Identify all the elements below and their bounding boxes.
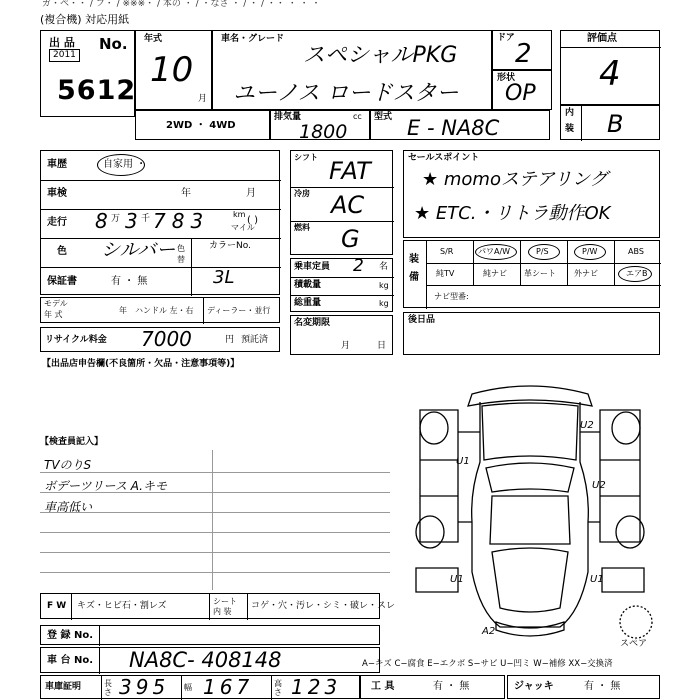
fw-label: F W [47,601,67,611]
cert-width-label: 幅 [184,683,192,692]
registration-row [40,625,380,645]
lot-number: 5612 [57,75,137,106]
cert-label: 車庫証明 [45,682,82,692]
model-type-value: E - NA8C [407,116,500,140]
tools-box [360,675,505,699]
recycle-row [40,327,280,352]
recycle-value: 7000 [141,327,192,351]
model-year-box [135,30,212,110]
cert-row [40,675,360,699]
model-year-value: 10 [150,50,194,90]
color-value: シルバー [101,239,176,261]
inspector-lines [40,450,390,590]
displacement-value: 1800 [299,121,348,143]
jack-box [507,675,660,699]
equip-abs: ABS [628,247,644,256]
mark-4: U1 [450,574,464,585]
car-name-value: ユーノス ロードスター [233,81,459,106]
sales-point-1: ★ momoステアリング [422,169,608,190]
equip-tv: 純TV [436,269,455,278]
left-front-wheel [420,412,448,444]
shape-value: OP [505,81,536,106]
model-row-label1: モデル [44,299,68,308]
fw-text: キズ・ヒビ石・割レズ [77,601,167,611]
chassis-row [40,647,380,673]
chassis-value: NA8C- 408148 [129,648,282,672]
rating-label: 評価点 [587,33,617,44]
door-label: ドア [497,33,515,43]
equip-ps-circle [528,244,560,260]
fuel-value: G [341,225,360,253]
fw-text-2: コゲ・穴・汚レ・シミ・破レ・スレ [251,601,396,611]
sales-point-2: ★ ETC.・リトラ動作OK [414,203,611,224]
spare-label: スペア [620,639,648,649]
recycle-unit: 円 [225,335,235,345]
inspection-label: 車検 [47,188,67,199]
rear-items-box [403,312,660,355]
equip-navi-model: ナビ型番: [434,292,469,301]
cert-length: 395 [119,675,170,699]
info-block [40,150,280,295]
car-name-label: 車名・グレード [221,34,285,44]
equipment-label-bottom: 備 [409,272,419,283]
warranty-options: 有 ・ 無 [111,276,148,287]
equip-ps: P/S [536,247,549,256]
equip-ext-navi: 外ナビ [574,269,598,278]
equip-aw: パワA/W [478,247,511,256]
car-grade: スペシャルPKG [303,43,458,68]
equip-airbag: エアB [626,269,648,278]
history-circle [97,154,145,176]
hood-shape [482,403,578,460]
lot-box [40,30,135,117]
chassis-label: 車 台 No. [47,655,94,666]
equip-sr: S/R [440,247,454,256]
displacement-box [270,110,370,143]
rating-value: 4 [599,54,621,94]
inspection-year: 年 [181,188,191,199]
model-row [40,297,280,323]
warranty-label: 保証書 [47,276,77,287]
door-box [492,30,552,70]
damage-legend: A−キズ C−腐食 E−エクボ S−サビ U−凹ミ W−補修 XX−交換済 [362,659,613,669]
drive-label: 2WD ・ 4WD [166,120,236,131]
right-side-shape [600,410,640,542]
mileage-label: 走行 [47,217,67,228]
inspector-line-1: TVのりS [44,458,92,472]
drive-box [135,110,270,140]
model-type-label: 型式 [374,112,393,122]
door-value: 2 [515,39,532,69]
load-unit: kg [379,281,389,290]
car-name-box [212,30,492,110]
cert-height: 123 [291,675,342,699]
mark-6: A2 [482,626,496,637]
color-no-value: 3L [213,267,235,288]
interior-box [560,105,660,140]
shift-value: FAT [329,157,371,185]
name-change-month: 月 [341,341,351,351]
body-outline-shape [472,402,589,627]
inspector-line-2: ボデーツリース A.キモ [44,479,167,493]
trunk-shape [492,548,568,612]
sales-points-label: セールスポイント [408,153,480,163]
model-year-label: 年式 [144,34,163,44]
name-change-label: 名変期限 [294,318,331,328]
mileage-km: km [233,210,246,219]
top-note-2: (複合機) 対応用紙 [40,13,130,26]
jack-label: ジャッキ [514,681,554,692]
inspector-line-3: 車高低い [44,500,93,514]
fw-row [40,593,396,619]
model-row-label2: 年 式 [44,310,63,319]
equip-pw: P/W [582,247,598,256]
rear-bumper-shape [496,622,564,636]
windshield-shape [486,463,574,492]
mileage-sen: 3 [125,209,138,233]
displacement-unit: cc [353,112,362,121]
ac-label: 冷房 [294,189,310,198]
ac-value: AC [331,191,365,219]
exhibit-label: 出 品 [49,36,75,49]
handle-options: ハンドル 左・右 [135,306,194,315]
history-options: 自家用 ・ [103,159,147,170]
rating-box [560,30,660,105]
equip-pw-circle [574,244,606,260]
model-year-unit: 月 [198,94,208,104]
equipment-box [403,240,660,308]
capacity-block [290,258,393,312]
equip-aw-circle [475,244,517,260]
mileage-paren: ( ) [247,215,258,226]
sales-points-box [403,150,660,238]
inspector-label: 【検査員記入】 [40,437,104,447]
interior-label-top: 内 [565,108,575,118]
capacity-value: 2 [353,256,364,276]
mileage-man: 8 [95,209,108,233]
load-label: 積載量 [294,280,322,290]
shift-label: シフト [294,153,318,162]
mark-3: U2 [592,480,606,491]
interior-label-bottom: 装 [565,124,575,134]
declaration-label: 【出品店申告欄(不良箇所・欠品・注意事項等)】 [42,359,240,369]
model-type-box [370,110,550,140]
color-change-label: 色替 [177,244,185,264]
top-note: ガ・ペ・・ / フ・ / ※※※・ / 本の ・ / ・なさ ・ / ・ / ・・ ・ ・ ・ [42,0,321,9]
equip-airbag-circle [618,266,652,282]
equip-leather: 革シート [524,269,556,278]
fw-sheet: シート内 装 [213,597,237,616]
registration-label: 登 録 No. [47,630,94,641]
lot-no-label: No. [99,35,128,53]
equipment-label-top: 装 [409,254,419,265]
lot-year-tag: 2011 [49,49,80,62]
shape-label: 形状 [497,73,516,83]
spare-wheel-shape [620,606,652,638]
capacity-label: 乗車定員 [294,262,331,272]
fuel-label: 燃料 [294,223,310,232]
recycle-status: 預託済 [241,335,269,345]
color-no-label: カラーNo. [209,241,251,251]
displacement-label: 排気量 [274,112,302,122]
history-label: 車歴 [47,159,67,170]
weight-label: 総重量 [294,298,322,308]
mileage-mile: マイル [231,223,255,232]
name-change-box [290,315,393,355]
shift-block [290,150,393,255]
cabin-shape [490,496,570,544]
tools-label: 工 具 [371,681,395,692]
dealer-options: ディーラー・並行 [207,306,271,315]
name-change-day: 日 [377,341,387,351]
equip-navi: 純ナビ [483,269,507,278]
recycle-label: リサイクル料金 [45,335,107,345]
cert-length-label: 長さ [104,679,112,697]
color-label: 色 [57,246,67,257]
capacity-unit: 名 [379,262,389,272]
cert-width: 167 [203,675,254,699]
right-front-wheel [612,412,640,444]
cert-height-label: 高さ [274,679,282,697]
mileage-sen-unit: 千 [141,214,151,224]
weight-unit: kg [379,299,389,308]
model-row-unit: 年 [119,306,127,315]
shape-box [492,70,552,110]
mark-1: U2 [580,420,594,431]
car-diagram [400,372,660,657]
mileage-man-unit: 万 [111,214,121,224]
inspection-month: 月 [246,188,256,199]
interior-value: B [607,110,624,138]
rear-items-label: 後日品 [408,315,436,325]
mileage-rest: 783 [153,209,210,233]
jack-options: 有 ・ 無 [584,681,621,692]
tools-options: 有 ・ 無 [433,681,470,692]
left-side-shape [420,410,458,542]
mark-2: U1 [456,456,470,467]
mark-5: U1 [590,574,604,585]
